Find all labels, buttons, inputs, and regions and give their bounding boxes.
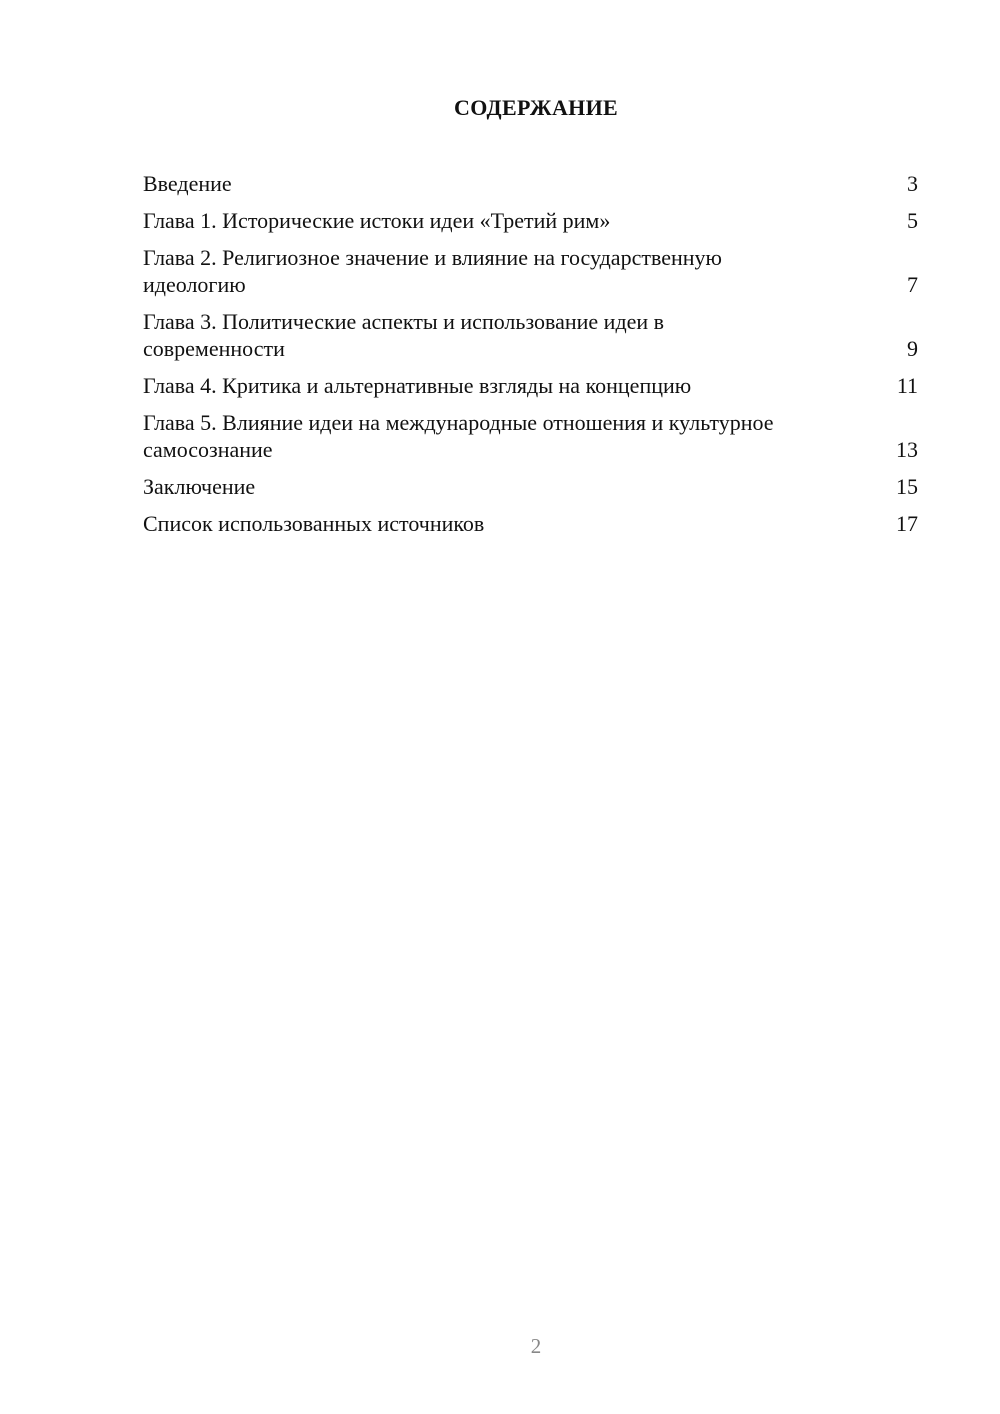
toc-entry-chapter-5 [143, 409, 918, 463]
toc-entry-page: 5 [907, 208, 918, 233]
toc-entry-page: 17 [896, 511, 918, 536]
toc-entry-label: Заключение [143, 474, 256, 499]
toc-entry-chapter-4 [143, 372, 918, 399]
page-title: СОДЕРЖАНИЕ [454, 95, 618, 120]
table-of-contents [143, 170, 918, 547]
toc-entry-introduction [143, 170, 918, 197]
toc-entry-page: 7 [907, 272, 918, 297]
toc-entry-page: 11 [896, 373, 918, 398]
toc-entry-chapter-3 [143, 308, 918, 362]
toc-entry-label: Глава 3. Политические аспекты и использование идеи в современности [143, 309, 665, 361]
toc-entry-page: 3 [907, 171, 918, 196]
toc-entry-label: Глава 4. Критика и альтернативные взгляды на концепцию [143, 373, 692, 398]
toc-entry-label: Глава 1. Исторические истоки идеи «Третий рим» [143, 208, 611, 233]
toc-entry-label: Глава 2. Религиозное значение и влияние на государственную идеологию [143, 245, 722, 297]
toc-entry-conclusion [143, 473, 918, 500]
toc-entry-chapter-1 [143, 207, 918, 234]
toc-entry-chapter-2 [143, 244, 918, 298]
toc-entry-references [143, 510, 918, 537]
toc-entry-label: Введение [143, 171, 232, 196]
toc-entry-label: Глава 5. Влияние идеи на международные отношения и культурное самосознание [143, 410, 774, 462]
toc-entry-page: 9 [907, 336, 918, 361]
toc-entry-page: 13 [896, 437, 918, 462]
toc-entry-label: Список использованных источников [143, 511, 485, 536]
page-number: 2 [530, 1334, 542, 1358]
toc-entry-page: 15 [896, 474, 918, 499]
